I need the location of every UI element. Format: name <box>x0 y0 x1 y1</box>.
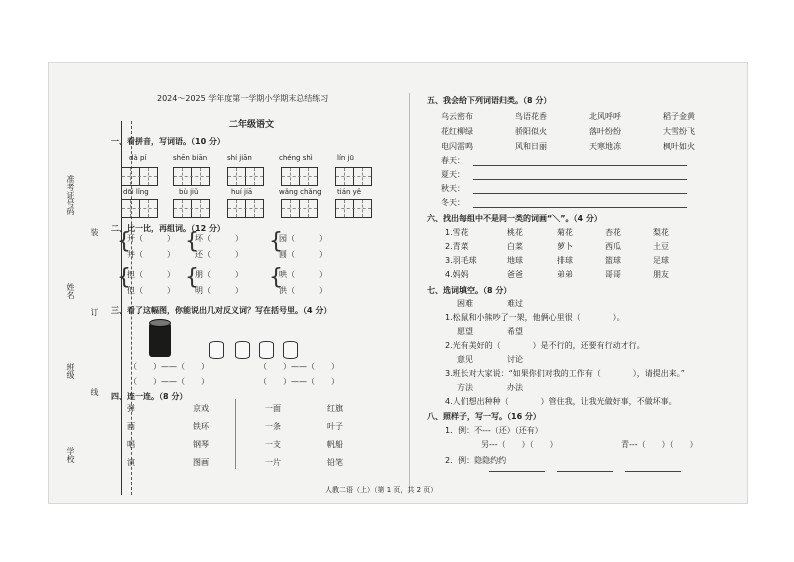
q1-grid-1[interactable] <box>121 167 158 186</box>
exam-subtitle: 二年级语文 <box>229 120 275 130</box>
q4-left-a-3[interactable]: 唱 <box>127 440 135 449</box>
zhuang-mark: 装 <box>90 228 99 236</box>
q5-word-1-3: 北风呼呼 <box>589 112 621 121</box>
q2-word-4b[interactable]: 但（ ） <box>127 286 175 295</box>
q1-grid-4[interactable] <box>281 167 318 186</box>
q7-choice-4a: 方法 <box>457 383 473 392</box>
q7-choice-2a: 愿望 <box>457 327 473 336</box>
q2-brace-6: { <box>269 265 283 290</box>
q7-choice-1b: 难过 <box>507 299 523 308</box>
q2-brace-1: { <box>117 229 131 254</box>
q4-left-a-1[interactable]: 弹 <box>127 404 135 413</box>
q2-word-3b[interactable]: 圆（ ） <box>279 250 327 259</box>
q6-r4-c4[interactable]: 哥哥 <box>605 270 621 279</box>
q7-choice-3b: 讨论 <box>507 355 523 364</box>
q4-right-a-1[interactable]: 一面 <box>265 404 281 413</box>
q2-brace-3: { <box>269 229 283 254</box>
q6-r3-c5[interactable]: 足球 <box>653 256 669 265</box>
q2-word-4a[interactable]: 担（ ） <box>127 270 175 279</box>
q6-r1-c3[interactable]: 菊花 <box>557 228 573 237</box>
q6-r4-c1[interactable]: 4.妈妈 <box>445 270 469 279</box>
exam-sheet <box>48 62 748 504</box>
q5-word-3-1: 电闪雷鸣 <box>441 142 473 151</box>
q8-example-1: 1．例：不---（还）（还有） <box>445 426 543 435</box>
q6-r3-c2[interactable]: 地球 <box>507 256 523 265</box>
q8-line-3[interactable] <box>625 471 681 472</box>
q2-word-3a[interactable]: 园（ ） <box>279 234 327 243</box>
q2-brace-5: { <box>185 265 199 290</box>
q8-blank-qing[interactable]: 青---（ ）（ ） <box>621 440 698 449</box>
q4-right-b-1[interactable]: 红旗 <box>327 404 343 413</box>
school-label: 学校 <box>66 447 75 463</box>
q2-title: 二、比一比，再组词。（12 分） <box>111 224 225 233</box>
q2-word-1a[interactable]: 开（ ） <box>127 234 175 243</box>
q5-word-1-2: 鸟语花香 <box>515 112 547 121</box>
q6-r2-c5[interactable]: 土豆 <box>653 242 669 251</box>
q6-r4-c5[interactable]: 朋友 <box>653 270 669 279</box>
q1-grid-8[interactable] <box>227 199 264 218</box>
q5-word-1-1: 乌云密布 <box>441 112 473 121</box>
q4-divider <box>235 399 236 469</box>
q6-r4-c3[interactable]: 弟弟 <box>557 270 573 279</box>
q4-title: 四、连一连。（8 分） <box>111 392 188 401</box>
q6-r1-c5[interactable]: 梨花 <box>653 228 669 237</box>
name-label: 姓名 <box>66 283 75 299</box>
ding-mark: 订 <box>90 308 99 316</box>
q1-grid-7[interactable] <box>173 199 210 218</box>
q4-left-b-2[interactable]: 铁环 <box>193 422 209 431</box>
q1-grid-2[interactable] <box>173 167 210 186</box>
q3-title: 三、看了这幅图，你能说出几对反义词？写在括号里。（4 分） <box>111 306 332 315</box>
q1-grid-5[interactable] <box>335 167 372 186</box>
q2-word-6a[interactable]: 哄（ ） <box>279 270 327 279</box>
xian-mark: 线 <box>90 388 99 396</box>
tall-cup-picture <box>149 319 171 357</box>
q2-word-6b[interactable]: 洪（ ） <box>279 286 327 295</box>
q8-line-1[interactable] <box>489 471 545 472</box>
q5-summer-line[interactable] <box>473 179 687 180</box>
q5-word-3-4: 枫叶如火 <box>663 142 695 151</box>
q5-word-2-4: 大雪纷飞 <box>663 127 695 136</box>
small-cup-2 <box>235 341 250 359</box>
q3-blank-3[interactable]: （ ）——（ ） <box>129 377 209 386</box>
q5-season-spring: 春天： <box>441 156 465 165</box>
q6-r3-c1[interactable]: 3.羽毛球 <box>445 256 477 265</box>
q5-spring-line[interactable] <box>473 165 687 166</box>
q5-season-autumn: 秋天： <box>441 184 465 193</box>
q3-blank-1[interactable]: （ ）——（ ） <box>129 362 209 371</box>
q8-example-2: 2．例：隐隐约约 <box>445 456 507 465</box>
q6-r2-c1[interactable]: 2.青菜 <box>445 242 469 251</box>
q4-left-a-4[interactable]: 演 <box>127 458 135 467</box>
q6-r3-c4[interactable]: 篮球 <box>605 256 621 265</box>
q2-word-2b[interactable]: 还（ ） <box>195 250 243 259</box>
q1-grid-9[interactable] <box>281 199 318 218</box>
q5-season-winter: 冬天： <box>441 198 465 207</box>
q4-right-a-4[interactable]: 一片 <box>265 458 281 467</box>
q1-pinyin-1: dà pí <box>129 154 147 162</box>
column-divider <box>409 93 410 493</box>
q6-r2-c2[interactable]: 白菜 <box>507 242 523 251</box>
q6-r1-c4[interactable]: 杏花 <box>605 228 621 237</box>
q2-brace-4: { <box>117 265 131 290</box>
q2-brace-2: { <box>185 229 199 254</box>
q1-pinyin-2: shēn biān <box>173 154 208 162</box>
q4-right-b-3[interactable]: 帆船 <box>327 440 343 449</box>
q5-title: 五、我会给下列词语归类。（8 分） <box>427 96 552 105</box>
q7-choice-3a: 意见 <box>457 355 473 364</box>
q1-pinyin-6: dōi lǐng <box>123 188 149 196</box>
small-cup-4 <box>283 341 298 359</box>
q6-r3-c3[interactable]: 排球 <box>557 256 573 265</box>
q7-sentence-4[interactable]: 4.人们想出种种（ ）管住我，让我光做好事，不做坏事。 <box>445 397 677 406</box>
q7-sentence-1[interactable]: 1.松鼠和小熊吵了一架，他俩心里很（ ）。 <box>445 313 625 322</box>
class-label: 班级 <box>66 363 75 379</box>
q4-right-b-2[interactable]: 叶子 <box>327 422 343 431</box>
q1-pinyin-10: tián yě <box>337 188 362 196</box>
q6-title: 六、找出每组中不是同一类的词画“＼”。（4 分） <box>427 214 602 223</box>
q1-pinyin-8: huí jiā <box>231 188 253 196</box>
q1-grid-6[interactable] <box>121 199 158 218</box>
q1-pinyin-9: wǎng chǎng <box>279 188 322 196</box>
q1-title: 一、看拼音，写词语。（10 分） <box>111 137 225 146</box>
q6-r2-c4[interactable]: 西瓜 <box>605 242 621 251</box>
q3-blank-4[interactable]: （ ）——（ ） <box>259 377 339 386</box>
q6-r1-c2[interactable]: 桃花 <box>507 228 523 237</box>
q5-winter-line[interactable] <box>473 207 687 208</box>
q8-title: 八、照样子，写一写。（16 分） <box>427 412 541 421</box>
q4-left-b-1[interactable]: 京戏 <box>193 404 209 413</box>
q1-pinyin-7: bù jiǔ <box>179 188 199 196</box>
q1-grid-3[interactable] <box>227 167 264 186</box>
q7-choice-1a: 困难 <box>457 299 473 308</box>
q1-pinyin-4: chéng shì <box>279 154 313 162</box>
q5-word-2-1: 花红柳绿 <box>441 127 473 136</box>
q4-left-a-2[interactable]: 画 <box>127 422 135 431</box>
q3-blank-2[interactable]: （ ）——（ ） <box>259 362 339 371</box>
q2-word-5a[interactable]: 朋（ ） <box>195 270 243 279</box>
q8-blank-ling[interactable]: 另---（ ）（ ） <box>481 440 558 449</box>
q7-choice-4b: 办法 <box>507 383 523 392</box>
q2-word-5b[interactable]: 明（ ） <box>195 286 243 295</box>
q4-right-b-4[interactable]: 铅笔 <box>327 458 343 467</box>
q6-r2-c3[interactable]: 萝卜 <box>557 242 573 251</box>
page-footer: 人教二语（上）（第 1 页，共 2 页） <box>325 486 438 494</box>
q4-left-b-3[interactable]: 钢琴 <box>193 440 209 449</box>
q2-word-1b[interactable]: 井（ ） <box>127 250 175 259</box>
q8-line-2[interactable] <box>557 471 613 472</box>
q1-pinyin-5: lín jū <box>337 154 354 162</box>
q6-r1-c1[interactable]: 1.雪花 <box>445 228 469 237</box>
q7-sentence-3[interactable]: 3.班长对大家说：“如果你们对我的工作有（ ），请提出来。” <box>445 369 685 378</box>
q1-grid-10[interactable] <box>335 199 372 218</box>
q4-right-a-2[interactable]: 一条 <box>265 422 281 431</box>
q7-sentence-2[interactable]: 2.光有美好的（ ）是不行的，还要有行动才行。 <box>445 341 645 350</box>
exam-title: 2024～2025 学年度第一学期小学期末总结练习 <box>157 94 329 103</box>
q1-pinyin-3: shí jiān <box>227 154 252 162</box>
q7-choice-2b: 希望 <box>507 327 523 336</box>
q4-right-a-3[interactable]: 一支 <box>265 440 281 449</box>
q5-season-summer: 夏天： <box>441 170 465 179</box>
q5-word-2-2: 骄阳似火 <box>515 127 547 136</box>
q5-autumn-line[interactable] <box>473 193 687 194</box>
exam-no-label: 准考证号码 <box>66 175 75 215</box>
q2-word-2a[interactable]: 坏（ ） <box>195 234 243 243</box>
q6-r4-c2[interactable]: 爸爸 <box>507 270 523 279</box>
q7-title: 七、选词填空。（8 分） <box>427 286 512 295</box>
q5-word-3-2: 风和日丽 <box>515 142 547 151</box>
q4-left-b-4[interactable]: 图画 <box>193 458 209 467</box>
q5-word-2-3: 落叶纷纷 <box>589 127 621 136</box>
small-cup-1 <box>209 341 224 359</box>
q5-word-1-4: 稻子金黄 <box>663 112 695 121</box>
q5-word-3-3: 天寒地冻 <box>589 142 621 151</box>
small-cup-3 <box>259 341 274 359</box>
